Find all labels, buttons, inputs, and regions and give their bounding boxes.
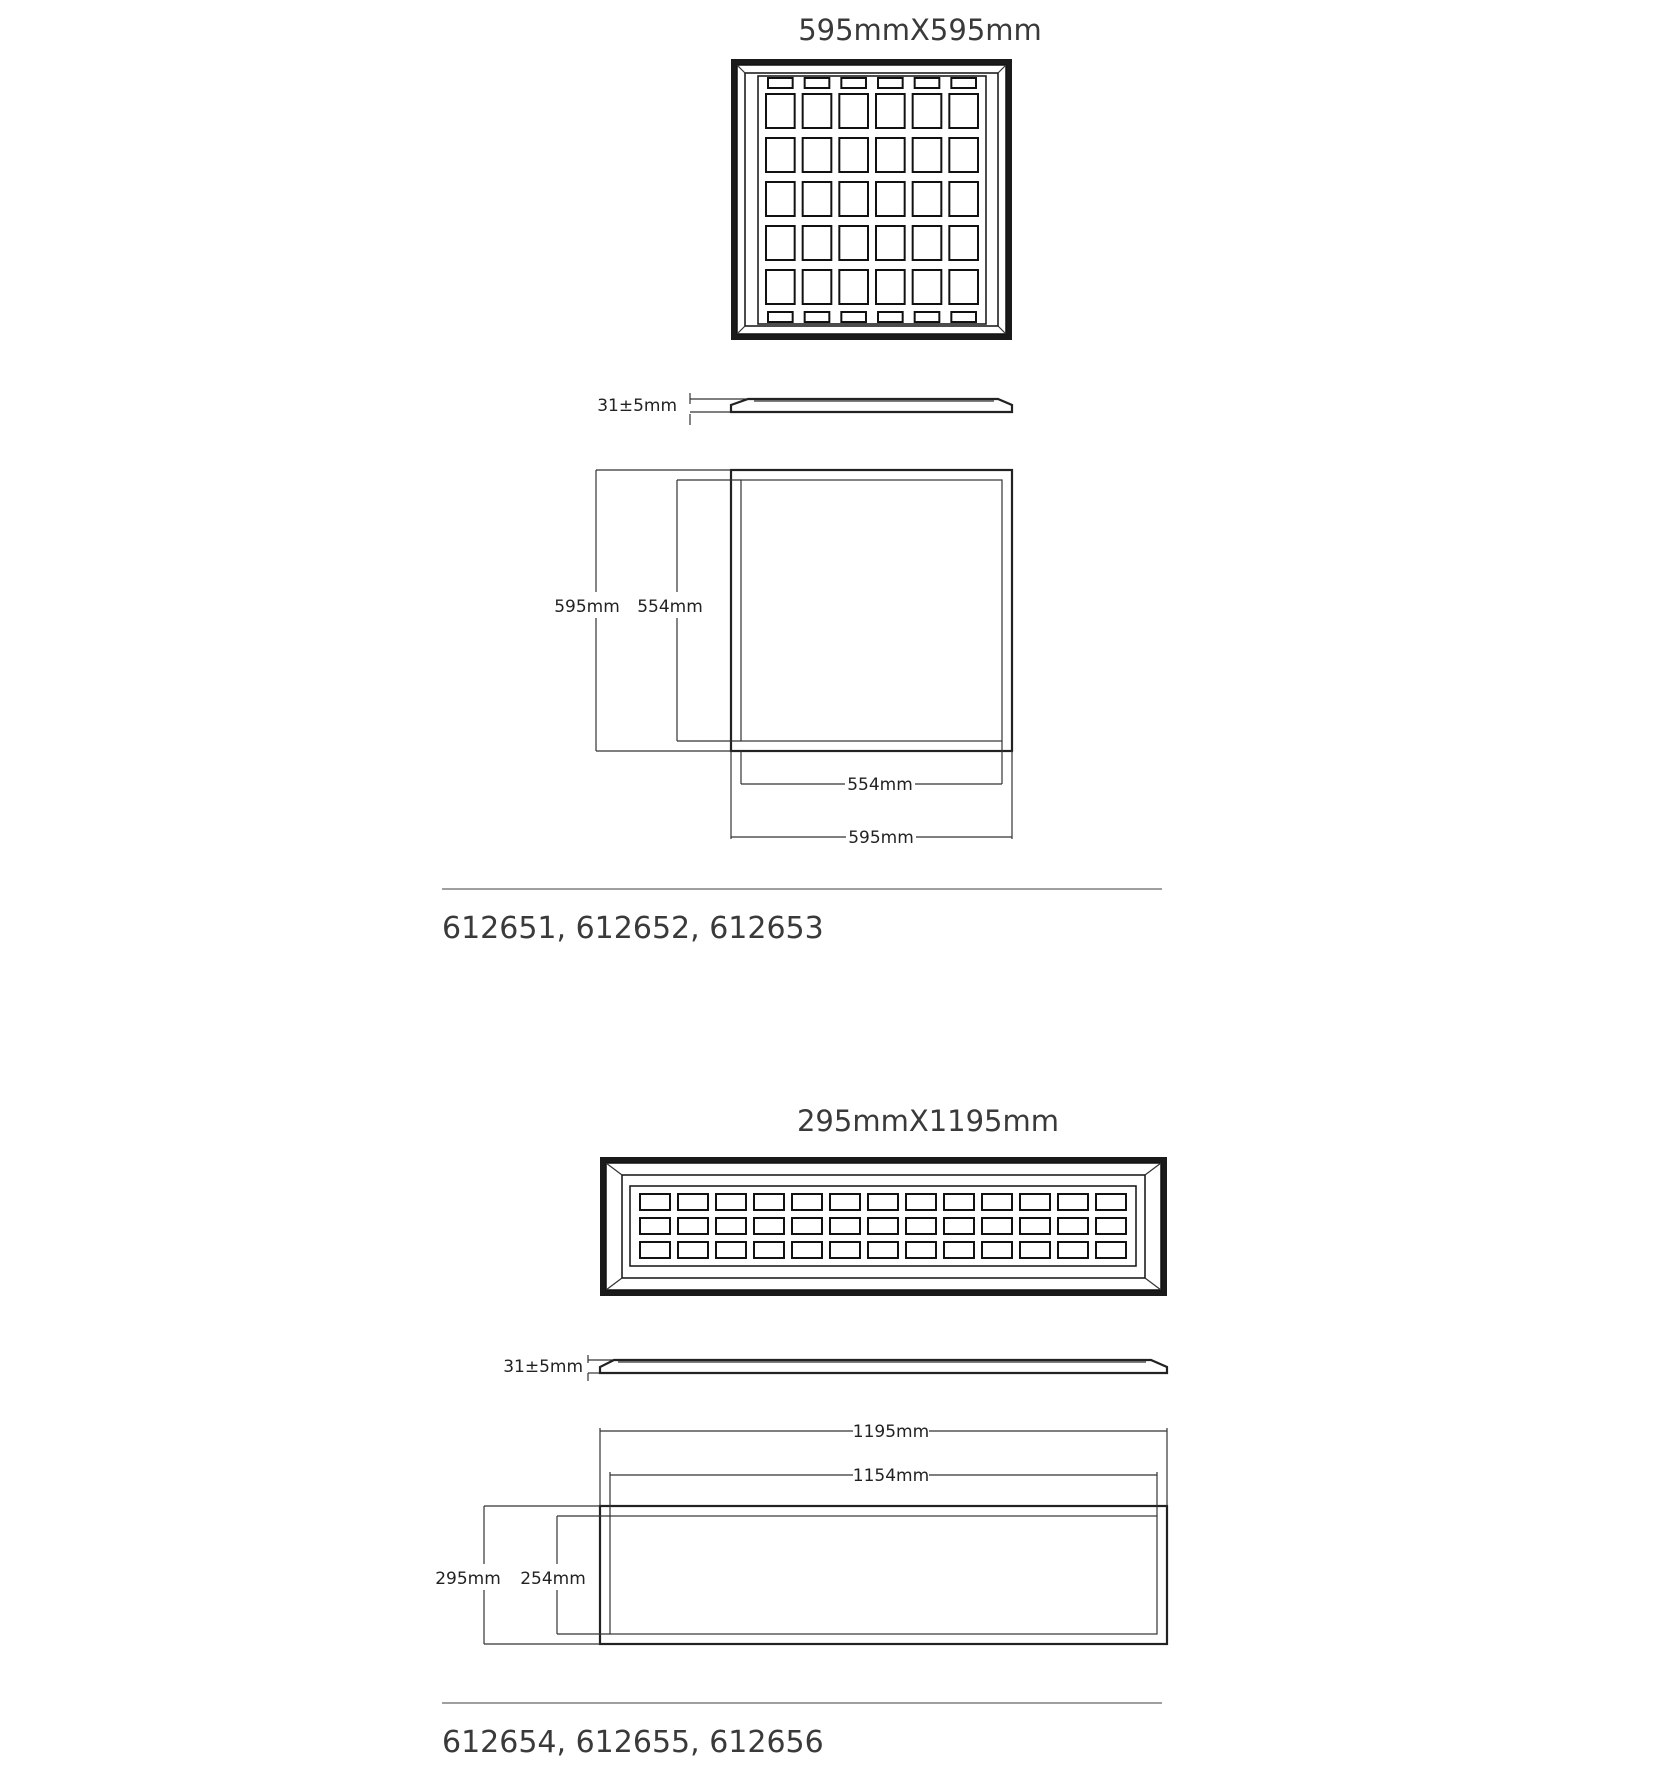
grid-cell [839, 94, 868, 128]
grid-cell [876, 270, 905, 304]
grid-cell [678, 1194, 708, 1210]
grid-cell [716, 1218, 746, 1234]
grid-cell [913, 138, 942, 172]
grid-cell [949, 138, 978, 172]
panel-b-side-view [503, 1355, 1167, 1381]
grid-cell [949, 270, 978, 304]
grid-cell [716, 1194, 746, 1210]
grid-cell [982, 1194, 1012, 1210]
grid-cell [640, 1194, 670, 1210]
panel-b-title: 295mmX1195mm [796, 1104, 1060, 1138]
panel-a-inner-width-label: 554mm [847, 775, 913, 795]
grid-cell [803, 226, 832, 260]
grid-cell [1058, 1218, 1088, 1234]
grid-cell [766, 138, 795, 172]
grid-cell [913, 270, 942, 304]
grid-cell [792, 1194, 822, 1210]
grid-cell [982, 1218, 1012, 1234]
grid-cell [876, 226, 905, 260]
grid-cell [640, 1242, 670, 1258]
grid-cell [803, 138, 832, 172]
grid-cell [949, 226, 978, 260]
panel-b-top-view [600, 1157, 1167, 1296]
grid-cell [792, 1242, 822, 1258]
panel-a-top-view [731, 59, 1012, 340]
grid-cell [944, 1218, 974, 1234]
grid-cell [1020, 1242, 1050, 1258]
grid-cell [754, 1194, 784, 1210]
panel-a-outer-height-label: 595mm [554, 597, 620, 617]
grid-cell [716, 1242, 746, 1258]
grid-cell [868, 1218, 898, 1234]
grid-cell [1020, 1194, 1050, 1210]
grid-cell [766, 226, 795, 260]
panel-a-inner-height-label: 554mm [637, 597, 703, 617]
grid-cell [678, 1242, 708, 1258]
grid-cell [1058, 1242, 1088, 1258]
panel-a [442, 13, 1162, 946]
grid-cell [830, 1194, 860, 1210]
panel-b-thickness-label: 31±5mm [503, 1357, 583, 1377]
grid-cell [766, 182, 795, 216]
grid-cell [944, 1242, 974, 1258]
grid-cell [766, 270, 795, 304]
panel-b-outer-width-label: 1195mm [852, 1422, 930, 1442]
grid-cell [1096, 1242, 1126, 1258]
grid-cell [792, 1218, 822, 1234]
panel-b-inner-height-label: 254mm [520, 1569, 586, 1589]
grid-cell [839, 226, 868, 260]
grid-cell [1096, 1218, 1126, 1234]
grid-cell [1096, 1194, 1126, 1210]
grid-cell [830, 1242, 860, 1258]
grid-cell [906, 1242, 936, 1258]
panel-a-outer-width-label: 595mm [848, 828, 914, 848]
grid-cell [913, 182, 942, 216]
grid-cell [678, 1218, 708, 1234]
grid-cell [944, 1194, 974, 1210]
grid-cell [876, 94, 905, 128]
panel-b-dimension-view [433, 1420, 1167, 1644]
grid-cell [949, 182, 978, 216]
grid-cell [839, 138, 868, 172]
grid-cell [754, 1218, 784, 1234]
grid-cell [868, 1242, 898, 1258]
grid-cell [913, 94, 942, 128]
panel-b-outer-height-label: 295mm [435, 1569, 501, 1589]
grid-cell [876, 138, 905, 172]
grid-cell [913, 226, 942, 260]
panel-b [433, 1104, 1167, 1760]
grid-cell [868, 1194, 898, 1210]
panel-b-inner-width-label: 1154mm [852, 1466, 930, 1486]
grid-cell [839, 182, 868, 216]
grid-cell [1058, 1194, 1088, 1210]
grid-cell [982, 1242, 1012, 1258]
panel-a-title: 595mmX595mm [798, 13, 1042, 47]
panel-a-dimension-view [553, 470, 1012, 848]
panel-b-product-codes: 612654, 612655, 612656 [442, 1725, 824, 1760]
grid-cell [839, 270, 868, 304]
grid-cell [803, 182, 832, 216]
grid-cell [906, 1218, 936, 1234]
grid-cell [949, 94, 978, 128]
grid-cell [830, 1218, 860, 1234]
grid-cell [803, 270, 832, 304]
panel-a-thickness-label: 31±5mm [597, 396, 677, 416]
grid-cell [876, 182, 905, 216]
panel-b-grid [630, 1186, 1136, 1266]
grid-cell [1020, 1218, 1050, 1234]
panel-a-side-view [597, 393, 1012, 425]
grid-cell [766, 94, 795, 128]
panel-a-product-codes: 612651, 612652, 612653 [442, 911, 824, 946]
grid-cell [754, 1242, 784, 1258]
grid-cell [640, 1218, 670, 1234]
grid-cell [803, 94, 832, 128]
grid-cell [906, 1194, 936, 1210]
